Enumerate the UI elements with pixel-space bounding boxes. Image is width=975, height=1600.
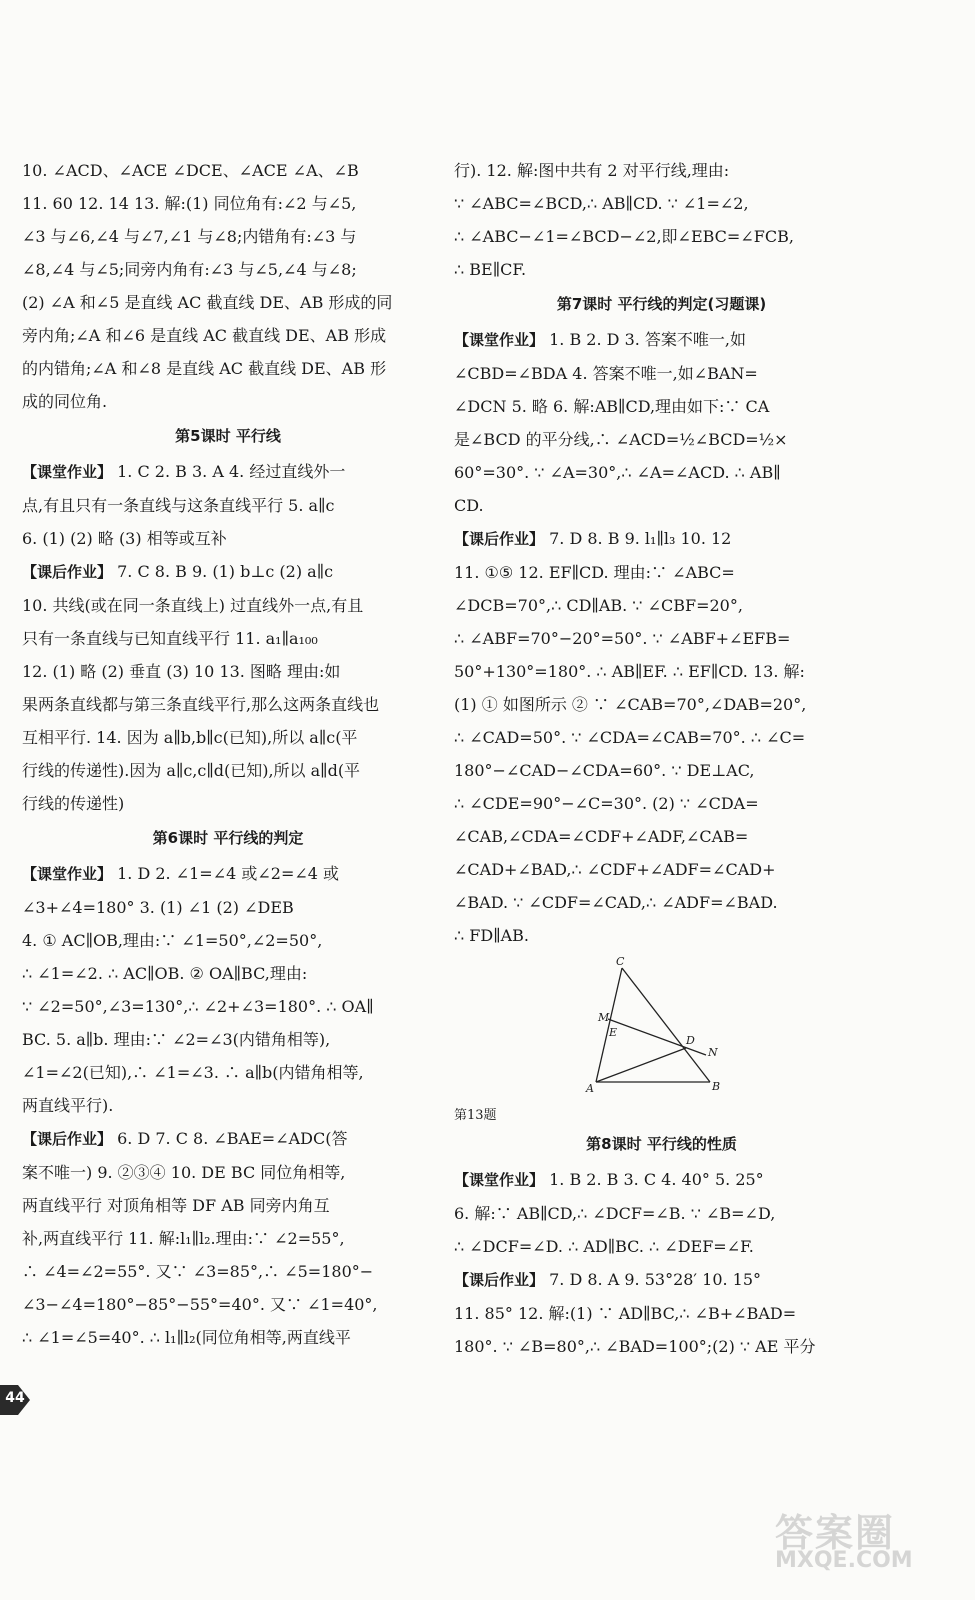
answer-text: 1. B 2. B 3. C 4. 40° 5. 25° xyxy=(544,1170,764,1189)
text-line xyxy=(22,455,434,489)
text-line: ∴ ∠4=∠2=55°. 又∵ ∠3=85°,∴ ∠5=180°− xyxy=(22,1262,374,1281)
text-line: 点,有且只有一条直线与这条直线平行 5. a∥c xyxy=(22,496,335,515)
text-line xyxy=(22,555,434,589)
segment-cb xyxy=(622,968,710,1082)
text-line xyxy=(454,323,869,357)
label-e: E xyxy=(609,1026,618,1039)
section-tag: 【课后作业】 xyxy=(22,563,113,581)
section-tag: 【课堂作业】 xyxy=(22,463,113,481)
text-line: 50°+130°=180°. ∴ AB∥EF. ∴ EF∥CD. 13. 解: xyxy=(454,662,805,681)
triangle-diagram xyxy=(574,956,724,1101)
text-line xyxy=(22,857,434,891)
lesson-heading: 第5课时 平行线 xyxy=(175,427,281,445)
text-line: ∴ ∠1=∠2. ∴ AC∥OB. ② OA∥BC,理由: xyxy=(22,964,308,983)
text-line: ∴ ∠CDE=90°−∠C=30°. (2) ∵ ∠CDA= xyxy=(454,794,759,813)
text-line xyxy=(454,1163,869,1197)
text-line: 6. 解:∵ AB∥CD,∴ ∠DCF=∠B. ∵ ∠B=∠D, xyxy=(454,1204,776,1223)
section-tag: 【课堂作业】 xyxy=(22,865,113,883)
text-line: ∠CAD+∠BAD,∴ ∠CDF+∠ADF=∠CAD+ xyxy=(454,860,776,879)
answer-text: 1. B 2. D 3. 答案不唯一,如 xyxy=(544,330,747,349)
section-tag: 【课堂作业】 xyxy=(454,1171,545,1189)
text-line: BC. 5. a∥b. 理由:∵ ∠2=∠3(内错角相等), xyxy=(22,1030,331,1049)
text-line: 6. (1) (2) 略 (3) 相等或互补 xyxy=(22,529,227,548)
text-line: 两直线平行 对顶角相等 DF AB 同旁内角互 xyxy=(22,1196,330,1215)
text-line: 互相平行. 14. 因为 a∥b,b∥c(已知),所以 a∥c(平 xyxy=(22,728,358,747)
text-line: 11. 85° 12. 解:(1) ∵ AD∥BC,∴ ∠B+∠BAD= xyxy=(454,1304,797,1323)
watermark-text: 答案圈 xyxy=(775,1511,896,1555)
segment-ca xyxy=(596,968,622,1082)
watermark-logo xyxy=(775,1502,945,1582)
text-line: ∵ ∠2=50°,∠3=130°,∴ ∠2+∠3=180°. ∴ OA∥ xyxy=(22,997,374,1016)
lesson-heading: 第8课时 平行线的性质 xyxy=(586,1135,737,1153)
text-line: ∴ ∠DCF=∠D. ∴ AD∥BC. ∴ ∠DEF=∠F. xyxy=(454,1237,754,1256)
text-line: 180°. ∵ ∠B=80°,∴ ∠BAD=100°;(2) ∵ AE 平分 xyxy=(454,1337,816,1356)
label-c: C xyxy=(616,956,625,968)
text-line: ∠3 与∠6,∠4 与∠7,∠1 与∠8;内错角有:∠3 与 xyxy=(22,227,357,246)
text-line: (1) ① 如图所示 ② ∵ ∠CAB=70°,∠DAB=20°, xyxy=(454,695,807,714)
label-n: N xyxy=(708,1046,718,1059)
geometry-figure xyxy=(454,956,869,1106)
page-number: 44 xyxy=(5,1390,25,1406)
text-line: 两直线平行). xyxy=(22,1096,114,1115)
text-line: ∠3+∠4=180° 3. (1) ∠1 (2) ∠DEB xyxy=(22,898,294,917)
label-b: B xyxy=(712,1080,721,1093)
figure-caption: 第13题 xyxy=(454,1108,497,1123)
text-line: ∴ ∠CAD=50°. ∵ ∠CDA=∠CAB=70°. ∴ ∠C= xyxy=(454,728,806,747)
text-line: ∠8,∠4 与∠5;同旁内角有:∠3 与∠5,∠4 与∠8; xyxy=(22,260,357,279)
text-line: (2) ∠A 和∠5 是直线 AC 截直线 DE、AB 形成的同 xyxy=(22,293,393,312)
text-line: ∴ FD∥AB. xyxy=(454,926,529,945)
text-line: 是∠BCD 的平分线,∴ ∠ACD=½∠BCD=½× xyxy=(454,430,788,449)
text-line: ∴ ∠1=∠5=40°. ∴ l₁∥l₂(同位角相等,两直线平 xyxy=(22,1328,351,1347)
label-a: A xyxy=(586,1082,594,1095)
text-line: ∠3−∠4=180°−85°−55°=40°. 又∵ ∠1=40°, xyxy=(22,1295,378,1314)
text-line: ∠BAD. ∵ ∠CDF=∠CAD,∴ ∠ADF=∠BAD. xyxy=(454,893,778,912)
text-line xyxy=(454,1263,869,1297)
section-tag: 【课堂作业】 xyxy=(454,331,545,349)
text-line: 果两条直线都与第三条直线平行,那么这两条直线也 xyxy=(22,695,380,714)
text-line: ∴ ∠ABC−∠1=∠BCD−∠2,即∠EBC=∠FCB, xyxy=(454,227,794,246)
answer-text: 7. D 8. A 9. 53°28′ 10. 15° xyxy=(544,1270,762,1289)
text-line: 成的同位角. xyxy=(22,392,108,411)
text-line: 只有一条直线与已知直线平行 11. a₁∥a₁₀₀ xyxy=(22,629,318,648)
answer-text: 6. D 7. C 8. ∠BAE=∠ADC(答 xyxy=(112,1129,348,1148)
left-column xyxy=(22,154,434,1354)
text-line xyxy=(454,522,869,556)
text-line: 行). 12. 解:图中共有 2 对平行线,理由: xyxy=(454,161,730,180)
segment-ad xyxy=(596,1048,686,1082)
text-line: ∴ BE∥CF. xyxy=(454,260,527,279)
text-line: ∴ ∠ABF=70°−20°=50°. ∵ ∠ABF+∠EFB= xyxy=(454,629,791,648)
answer-text: 1. D 2. ∠1=∠4 或∠2=∠4 或 xyxy=(112,864,340,883)
text-line: 12. (1) 略 (2) 垂直 (3) 10 13. 图略 理由:如 xyxy=(22,662,341,681)
text-line: 行线的传递性).因为 a∥c,c∥d(已知),所以 a∥d(平 xyxy=(22,761,361,780)
text-line: CD. xyxy=(454,496,484,515)
text-line: 行线的传递性) xyxy=(22,794,125,813)
section-tag: 【课后作业】 xyxy=(454,530,545,548)
section-tag: 【课后作业】 xyxy=(454,1271,545,1289)
text-line: 补,两直线平行 11. 解:l₁∥l₂.理由:∵ ∠2=55°, xyxy=(22,1229,345,1248)
lesson-heading: 第6课时 平行线的判定 xyxy=(152,829,304,847)
text-line: ∠DCB=70°,∴ CD∥AB. ∵ ∠CBF=20°, xyxy=(454,596,743,615)
text-line: 10. ∠ACD、∠ACE ∠DCE、∠ACE ∠A、∠B xyxy=(22,161,359,180)
lesson-heading: 第7课时 平行线的判定(习题课) xyxy=(556,295,767,313)
label-m: M xyxy=(598,1011,610,1024)
text-line: ∵ ∠ABC=∠BCD,∴ AB∥CD. ∵ ∠1=∠2, xyxy=(454,194,749,213)
answer-text: 7. C 8. B 9. (1) b⊥c (2) a∥c xyxy=(112,562,334,581)
text-line: 11. ①⑤ 12. EF∥CD. 理由:∵ ∠ABC= xyxy=(454,563,735,582)
text-line: ∠1=∠2(已知),∴ ∠1=∠3. ∴ a∥b(内错角相等, xyxy=(22,1063,364,1082)
right-column xyxy=(454,154,869,1363)
page-number-badge xyxy=(0,1385,30,1415)
watermark-url: MXQE.COM xyxy=(775,1548,913,1573)
text-line xyxy=(22,1122,434,1156)
text-line: ∠DCN 5. 略 6. 解:AB∥CD,理由如下:∵ CA xyxy=(454,397,770,416)
text-line: 旁内角;∠A 和∠6 是直线 AC 截直线 DE、AB 形成 xyxy=(22,326,387,345)
text-line: 11. 60 12. 14 13. 解:(1) 同位角有:∠2 与∠5, xyxy=(22,194,357,213)
text-line: 案不唯一) 9. ②③④ 10. DE BC 同位角相等, xyxy=(22,1163,346,1182)
text-line: 10. 共线(或在同一条直线上) 过直线外一点,有且 xyxy=(22,596,364,615)
answer-text: 7. D 8. B 9. l₁∥l₃ 10. 12 xyxy=(544,529,732,548)
text-line: ∠CAB,∠CDA=∠CDF+∠ADF,∠CAB= xyxy=(454,827,749,846)
text-line: 的内错角;∠A 和∠8 是直线 AC 截直线 DE、AB 形 xyxy=(22,359,387,378)
section-tag: 【课后作业】 xyxy=(22,1130,113,1148)
text-line: ∠CBD=∠BDA 4. 答案不唯一,如∠BAN= xyxy=(454,364,758,383)
answer-text: 1. C 2. B 3. A 4. 经过直线外一 xyxy=(112,462,346,481)
text-line: 180°−∠CAD−∠CDA=60°. ∵ DE⊥AC, xyxy=(454,761,755,780)
text-line: 60°=30°. ∵ ∠A=30°,∴ ∠A=∠ACD. ∴ AB∥ xyxy=(454,463,781,482)
label-d: D xyxy=(686,1034,695,1047)
text-line: 4. ① AC∥OB,理由:∵ ∠1=50°,∠2=50°, xyxy=(22,931,323,950)
